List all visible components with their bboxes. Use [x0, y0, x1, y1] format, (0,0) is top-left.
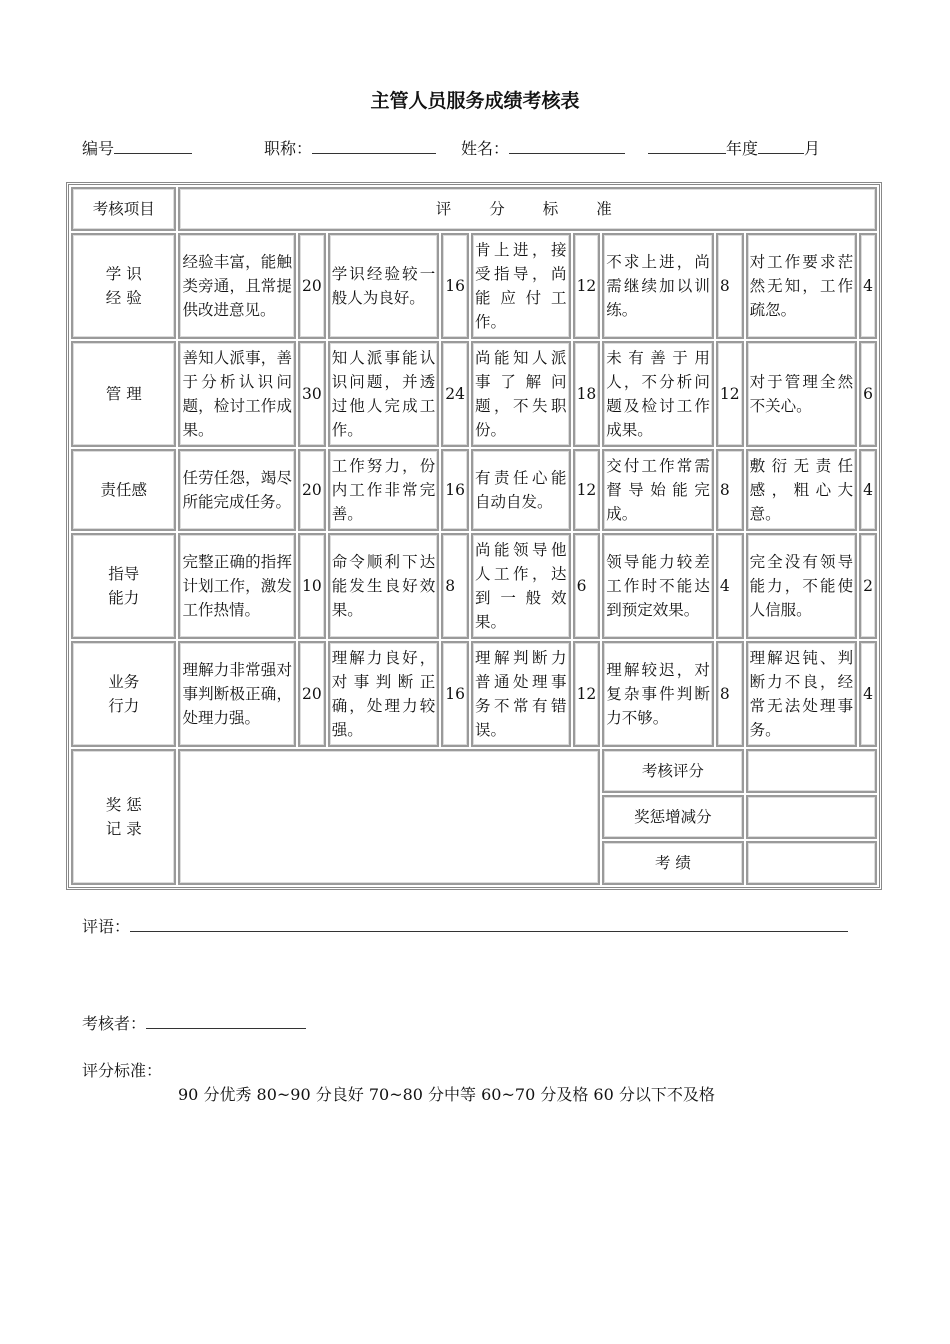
table-row — [71, 641, 877, 747]
level-score: 16 — [441, 233, 469, 339]
record-area[interactable] — [178, 749, 600, 885]
criteria-header-text: 评分标准 — [435, 200, 650, 218]
level-text: 理解迟钝、判断力不良，经常无法处理事务。 — [746, 641, 858, 747]
level-score: 18 — [573, 341, 601, 447]
item-name: 指导 能力 — [71, 533, 176, 639]
level-text: 善知人派事，善于分析认识问题，检讨工作成果。 — [178, 341, 295, 447]
period-field — [648, 136, 820, 159]
assessment-score-label: 考核评分 — [602, 749, 743, 793]
reviewer-blank[interactable] — [146, 1014, 306, 1029]
level-text: 学识经验较一般人为良好。 — [328, 233, 440, 339]
table-row — [71, 449, 877, 531]
number-blank[interactable] — [114, 139, 192, 154]
assessment-table — [66, 182, 882, 890]
level-score: 20 — [298, 641, 326, 747]
standard-label: 评分标准： — [82, 1061, 163, 1080]
table-header-row — [71, 187, 877, 231]
level-text: 交付工作常需督导始能完成。 — [602, 449, 714, 531]
level-text: 尚能领导他人工作，达到一般效果。 — [471, 533, 571, 639]
level-text: 理解力非常强对事判断极正确，处理力强。 — [178, 641, 295, 747]
level-text: 肯上进，接受指导，尚能应付工作。 — [471, 233, 571, 339]
level-score: 16 — [441, 449, 469, 531]
number-field — [82, 136, 192, 159]
level-score: 8 — [716, 449, 744, 531]
level-text: 尚能知人派事了解问题，不失职份。 — [471, 341, 571, 447]
level-score: 6 — [573, 533, 601, 639]
month-blank[interactable] — [758, 139, 804, 154]
level-text: 理解判断力普通处理事务不常有错误。 — [471, 641, 571, 747]
name-blank[interactable] — [509, 139, 625, 154]
level-score: 24 — [441, 341, 469, 447]
level-text: 有责任心能自动自发。 — [471, 449, 571, 531]
level-text: 对工作要求茫然无知，工作疏忽。 — [746, 233, 858, 339]
reviewer-label: 考核者： — [82, 1014, 147, 1033]
level-score: 30 — [298, 341, 326, 447]
level-score: 8 — [441, 533, 469, 639]
level-score: 8 — [716, 641, 744, 747]
page-title: 主管人员服务成绩考核表 — [370, 90, 580, 112]
level-score: 12 — [573, 233, 601, 339]
item-name: 管 理 — [71, 341, 176, 447]
level-text: 领导能力较差工作时不能达到预定效果。 — [602, 533, 714, 639]
level-score: 4 — [859, 641, 877, 747]
level-text: 完全没有领导能力，不能使人信服。 — [746, 533, 858, 639]
reward-adjust-cell[interactable] — [746, 795, 877, 839]
level-score: 12 — [573, 641, 601, 747]
criteria-header — [178, 187, 877, 231]
name-label: 姓名： — [461, 139, 510, 158]
level-score: 20 — [298, 449, 326, 531]
level-text: 经验丰富，能触类旁通，且常提供改进意见。 — [178, 233, 295, 339]
level-text: 敷衍无责任感，粗心大意。 — [746, 449, 858, 531]
level-score: 2 — [859, 533, 877, 639]
item-header: 考核项目 — [71, 187, 176, 231]
table-row — [71, 533, 877, 639]
performance-label: 考 绩 — [602, 841, 743, 885]
table-row — [71, 233, 877, 339]
level-score: 16 — [441, 641, 469, 747]
level-text: 未有善于用人，不分析问题及检讨工作成果。 — [602, 341, 714, 447]
level-score: 4 — [859, 449, 877, 531]
table-row — [71, 341, 877, 447]
level-score: 12 — [573, 449, 601, 531]
level-score: 4 — [859, 233, 877, 339]
item-name: 业务 行力 — [71, 641, 176, 747]
position-blank[interactable] — [312, 139, 436, 154]
year-blank[interactable] — [648, 139, 726, 154]
year-label: 年度 — [726, 139, 759, 158]
month-label: 月 — [804, 139, 821, 158]
level-text: 对于管理全然不关心。 — [746, 341, 858, 447]
level-text: 完整正确的指挥计划工作，激发工作热情。 — [178, 533, 295, 639]
level-text: 知人派事能认识问题，并透过他人完成工作。 — [328, 341, 440, 447]
level-score: 4 — [716, 533, 744, 639]
performance-cell[interactable] — [746, 841, 877, 885]
level-text: 命令顺利下达能发生良好效果。 — [328, 533, 440, 639]
record-label: 奖 惩 记 录 — [71, 749, 176, 885]
level-text: 工作努力，份内工作非常完善。 — [328, 449, 440, 531]
assessment-score-cell[interactable] — [746, 749, 877, 793]
comment-line — [82, 914, 848, 937]
standard-text: 90 分优秀 80~90 分良好 70~80 分中等 60~70 分及格 60 分以下不及格 — [178, 1085, 715, 1104]
number-label: 编号 — [82, 139, 115, 158]
item-name: 责任感 — [71, 449, 176, 531]
position-label: 职称： — [264, 139, 313, 158]
level-text: 不求上进，尚需继续加以训练。 — [602, 233, 714, 339]
item-name: 学 识 经 验 — [71, 233, 176, 339]
reward-adjust-label: 奖惩增减分 — [602, 795, 743, 839]
level-score: 12 — [716, 341, 744, 447]
reviewer-line — [82, 1011, 306, 1034]
comment-blank[interactable] — [130, 917, 848, 932]
name-field — [461, 136, 625, 159]
level-text: 理解力良好，对事判断正确，处理力较强。 — [328, 641, 440, 747]
level-score: 20 — [298, 233, 326, 339]
level-text: 任劳任怨，竭尽所能完成任务。 — [178, 449, 295, 531]
comment-label: 评语： — [82, 917, 131, 936]
level-score: 8 — [716, 233, 744, 339]
summary-row — [71, 749, 877, 793]
level-score: 10 — [298, 533, 326, 639]
level-text: 理解较迟，对复杂事件判断力不够。 — [602, 641, 714, 747]
level-score: 6 — [859, 341, 877, 447]
position-field — [264, 136, 436, 159]
